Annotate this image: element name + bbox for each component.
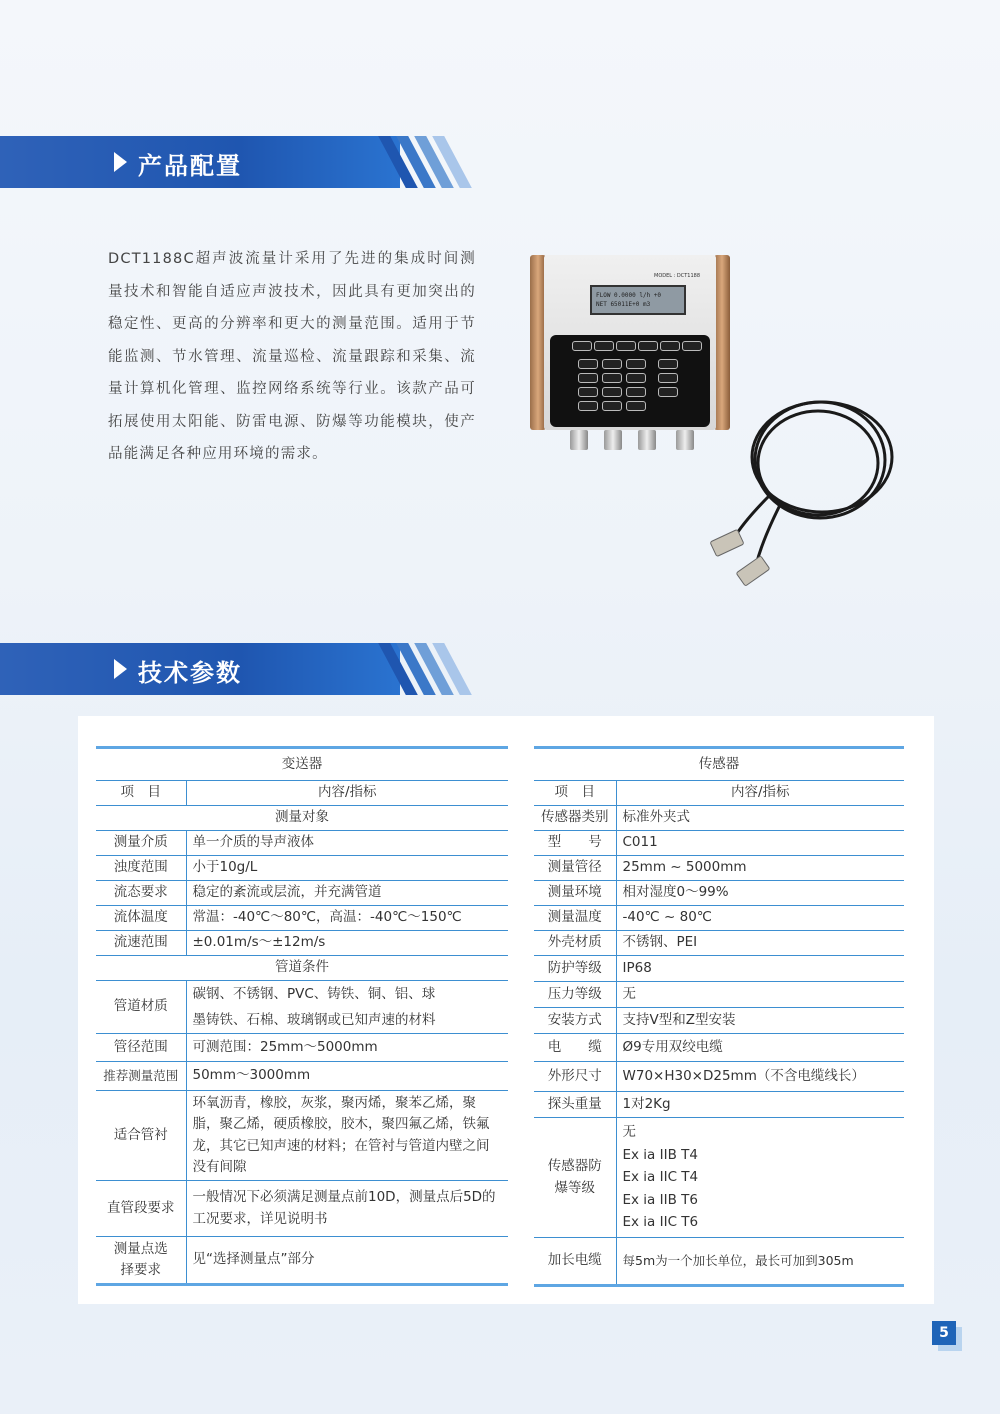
header-item: 项 目 [96,781,186,806]
row-value: 单一介质的导声液体 [186,831,508,856]
sensor-table [534,746,904,1287]
row-label: 电 缆 [534,1034,616,1062]
row-label: 防护等级 [534,956,616,982]
row-value: Ø9专用双绞电缆 [616,1034,904,1062]
lcd-display: FLOW 0.0000 l/h +0 NET 65011E+0 m3 [590,285,686,315]
row-label: 型 号 [534,831,616,856]
section-title: 产品配置 [138,152,242,180]
row-value: 常温：-40℃～80℃，高温：-40℃～150℃ [186,906,508,931]
row-value: 50mm～3000mm [186,1062,508,1091]
header-value: 内容/指标 [616,781,904,806]
section-banner-specs [0,643,470,695]
row-value: 稳定的紊流或层流，并充满管道 [186,881,508,906]
row-value: ±0.01m/s～±12m/s [186,931,508,956]
row-value: 一般情况下必须满足测量点前10D，测量点后5D的工况要求，详见说明书 [186,1181,508,1237]
row-label: 传感器类别 [534,806,616,831]
row-label: 流速范围 [96,931,186,956]
row-value: 标准外夹式 [616,806,904,831]
row-label: 直管段要求 [96,1181,186,1237]
row-value: 见“选择测量点”部分 [186,1237,508,1285]
row-label: 流态要求 [96,881,186,906]
row-value: 无 Ex ia IIB T4 Ex ia IIC T4 Ex ia IIB T6 Ex ia IIC T6 [616,1118,904,1238]
row-value: 小于10g/L [186,856,508,881]
header-value: 内容/指标 [186,781,508,806]
table-title: 变送器 [96,748,508,781]
triangle-play-icon [114,659,127,679]
row-label: 管道材质 [96,981,186,1034]
row-label: 压力等级 [534,982,616,1008]
header-item: 项 目 [534,781,616,806]
row-value: IP68 [616,956,904,982]
row-value: 无 [616,982,904,1008]
row-label: 适合管衬 [96,1091,186,1181]
row-label: 传感器防爆等级 [534,1118,616,1238]
row-value: C011 [616,831,904,856]
row-label: 测量介质 [96,831,186,856]
intro-paragraph: DCT1188C超声波流量计采用了先进的集成时间测量技术和智能自适应声波技术，因此具有更加突出的稳定性、更高的分辨率和更大的测量范围。适用于节能监测、节水管理、流量巡检、流量跟踪和采集、流量计算机化管理、监控网络系统等行业。该款产品可拓展使用太阳能、防雷电源、防爆等功能模块，使产品能满足各种应用环境的需求。 [108,251,476,462]
spec-panel [78,716,934,1304]
group-heading: 测量对象 [96,806,508,831]
row-label: 管径范围 [96,1034,186,1062]
group-heading: 管道条件 [96,956,508,981]
model-label: MODEL : DCT1188 [654,273,701,279]
row-label: 探头重量 [534,1092,616,1118]
transmitter-table [96,746,508,1286]
triangle-play-icon [114,152,127,172]
table-title: 传感器 [534,748,904,781]
row-value: 环氧沥青，橡胶，灰浆，聚丙烯，聚苯乙烯，聚脂，聚乙烯，硬质橡胶，胶木，聚四氟乙烯，铁氟龙，其它已知声速的材料；在管衬与管道内壁之间没有间隙 [186,1091,508,1181]
page-number: 5 [932,1321,956,1345]
row-value: 每5m为一个加长单位，最长可加到305m [616,1238,904,1286]
row-value: 1对2Kg [616,1092,904,1118]
keypad [550,335,710,427]
sensor-cable-image [700,395,900,605]
row-value: 可测范围：25mm～5000mm [186,1034,508,1062]
row-label: 测量环境 [534,881,616,906]
row-label: 浊度范围 [96,856,186,881]
row-label: 测量温度 [534,906,616,931]
row-value: 25mm ~ 5000mm [616,856,904,881]
section-title: 技术参数 [138,659,242,687]
row-value: 相对湿度0～99% [616,881,904,906]
row-value: W70×H30×D25mm（不含电缆线长） [616,1062,904,1092]
section-banner-config [0,136,470,188]
row-label: 推荐测量范围 [96,1062,186,1091]
row-label: 测量点选择要求 [96,1237,186,1285]
row-value: 碳钢、不锈钢、PVC、铸铁、铜、铝、球 墨铸铁、石棉、玻璃钢或已知声速的材料 [186,981,508,1034]
row-value: 支持V型和Z型安装 [616,1008,904,1034]
row-value: 不锈钢、PEI [616,931,904,956]
row-label: 安装方式 [534,1008,616,1034]
row-label: 外形尺寸 [534,1062,616,1092]
row-value: -40℃ ~ 80℃ [616,906,904,931]
row-label: 流体温度 [96,906,186,931]
row-label: 外壳材质 [534,931,616,956]
row-label: 加长电缆 [534,1238,616,1286]
row-label: 测量管径 [534,856,616,881]
